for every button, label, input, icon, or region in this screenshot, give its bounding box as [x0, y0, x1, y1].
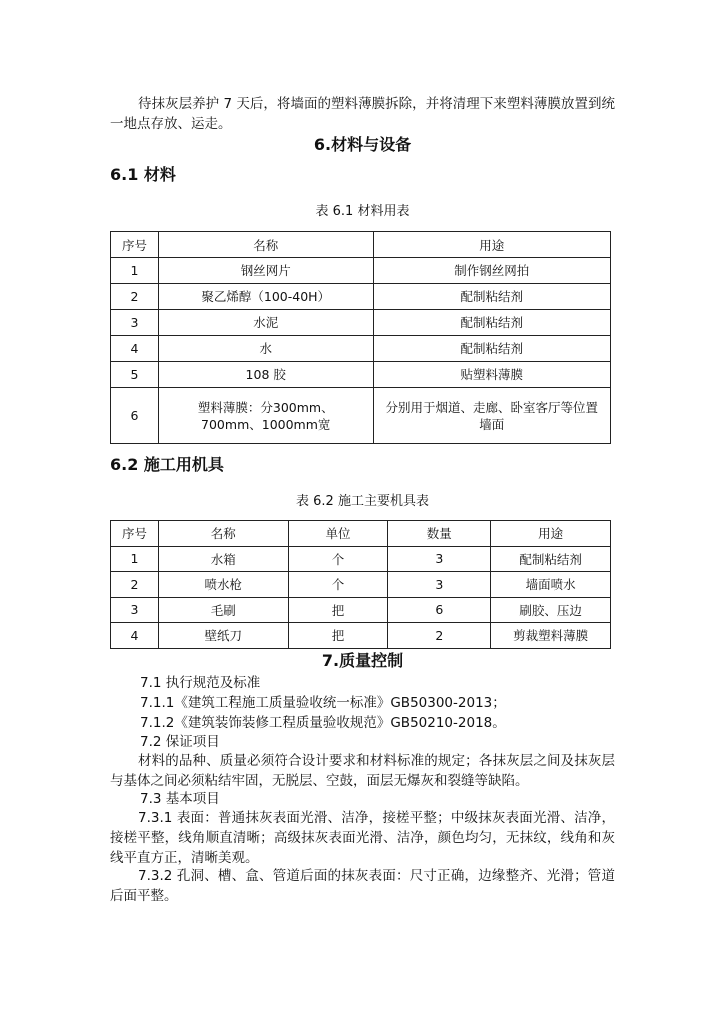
table-cell: 2 — [388, 623, 491, 649]
table-cell: 刷胶、压边 — [491, 597, 611, 623]
intro-paragraph: 待抹灰层养护 7 天后，将墙面的塑料薄膜拆除，并将清理下来塑料薄膜放置到统一地点存放、运走。 — [110, 96, 615, 132]
table-cell: 喷水枪 — [158, 572, 288, 598]
table-cell: 5 — [111, 362, 159, 388]
table-cell: 3 — [388, 546, 491, 572]
section-6-2-heading: 6.2 施工用机具 — [110, 455, 224, 474]
table-cell: 水 — [158, 336, 373, 362]
table-cell: 壁纸刀 — [158, 623, 288, 649]
table-row — [111, 388, 611, 444]
table-cell: 配制粘结剂 — [373, 336, 610, 362]
header-cell: 单位 — [288, 521, 388, 547]
table-row — [111, 336, 611, 362]
section-7-heading: 7.质量控制 — [321, 651, 404, 670]
table-cell: 水箱 — [158, 546, 288, 572]
section-6-1-heading: 6.1 材料 — [110, 165, 176, 184]
header-cell: 名称 — [158, 232, 373, 258]
table-cell: 1 — [111, 546, 159, 572]
table-cell: 4 — [111, 623, 159, 649]
section-7-1-heading: 7.1 执行规范及标准 — [140, 675, 261, 691]
table-cell: 聚乙烯醇（100-40H） — [158, 284, 373, 310]
table-row — [111, 597, 611, 623]
table-6-2-caption: 表 6.2 施工主要机具表 — [296, 494, 429, 509]
header-cell: 序号 — [111, 232, 159, 258]
table-cell: 钢丝网片 — [158, 258, 373, 284]
table-cell: 3 — [388, 572, 491, 598]
table-cell: 4 — [111, 336, 159, 362]
table-cell: 分别用于烟道、走廊、卧室客厅等位置墙面 — [373, 388, 610, 444]
table-cell: 2 — [111, 572, 159, 598]
table-row — [111, 258, 611, 284]
standard-7-1-1: 7.1.1《建筑工程施工质量验收统一标准》GB50300-2013； — [140, 695, 506, 711]
table-cell: 6 — [388, 597, 491, 623]
table-header-row — [111, 521, 611, 547]
table-cell: 制作钢丝网拍 — [373, 258, 610, 284]
table-cell: 配制粘结剂 — [373, 284, 610, 310]
section-7-2-heading: 7.2 保证项目 — [140, 734, 220, 750]
section-6-heading: 6.材料与设备 — [313, 135, 412, 154]
section-7-3-heading: 7.3 基本项目 — [140, 791, 220, 807]
header-cell: 序号 — [111, 521, 159, 547]
table-row — [111, 362, 611, 388]
table-cell: 毛刷 — [158, 597, 288, 623]
standard-7-1-2: 7.1.2《建筑装饰装修工程质量验收规范》GB50210-2018。 — [140, 715, 506, 731]
header-cell: 名称 — [158, 521, 288, 547]
section-7-3-1-text: 7.3.1 表面：普通抹灰表面光滑、洁净，接槎平整；中级抹灰表面光滑、洁净，接槎平整，线角顺直清晰；高级抹灰表面光滑、洁净，颜色均匀，无抹纹，线角和灰线平直方正，清晰美观。 — [110, 810, 615, 866]
table-row — [111, 310, 611, 336]
table-cell: 1 — [111, 258, 159, 284]
table-cell: 3 — [111, 310, 159, 336]
table-row — [111, 546, 611, 572]
table-cell: 个 — [288, 546, 388, 572]
section-7-2-text: 材料的品种、质量必须符合设计要求和材料标准的规定；各抹灰层之间及抹灰层与基体之间必须粘结牢固，无脱层、空鼓，面层无爆灰和裂缝等缺陷。 — [110, 753, 615, 789]
table-cell: 6 — [111, 388, 159, 444]
table-cell: 108 胶 — [158, 362, 373, 388]
table-cell: 塑料薄膜：分300mm、700mm、1000mm宽 — [158, 388, 373, 444]
table-cell: 剪裁塑料薄膜 — [491, 623, 611, 649]
table-row — [111, 572, 611, 598]
table-cell: 把 — [288, 597, 388, 623]
header-cell: 用途 — [373, 232, 610, 258]
section-7-3-2-text: 7.3.2 孔洞、槽、盒、管道后面的抹灰表面：尺寸正确，边缘整齐、光滑；管道后面平整。 — [110, 868, 615, 904]
header-cell: 数量 — [388, 521, 491, 547]
table-cell: 个 — [288, 572, 388, 598]
table-cell: 配制粘结剂 — [373, 310, 610, 336]
table-6-1-caption: 表 6.1 材料用表 — [315, 204, 410, 219]
table-cell: 配制粘结剂 — [491, 546, 611, 572]
materials-table — [110, 231, 611, 444]
table-header-row — [111, 232, 611, 258]
table-row — [111, 623, 611, 649]
table-cell: 水泥 — [158, 310, 373, 336]
table-cell: 把 — [288, 623, 388, 649]
table-row — [111, 284, 611, 310]
table-cell: 贴塑料薄膜 — [373, 362, 610, 388]
table-cell: 2 — [111, 284, 159, 310]
table-cell: 墙面喷水 — [491, 572, 611, 598]
header-cell: 用途 — [491, 521, 611, 547]
tools-table — [110, 520, 611, 649]
table-cell: 3 — [111, 597, 159, 623]
